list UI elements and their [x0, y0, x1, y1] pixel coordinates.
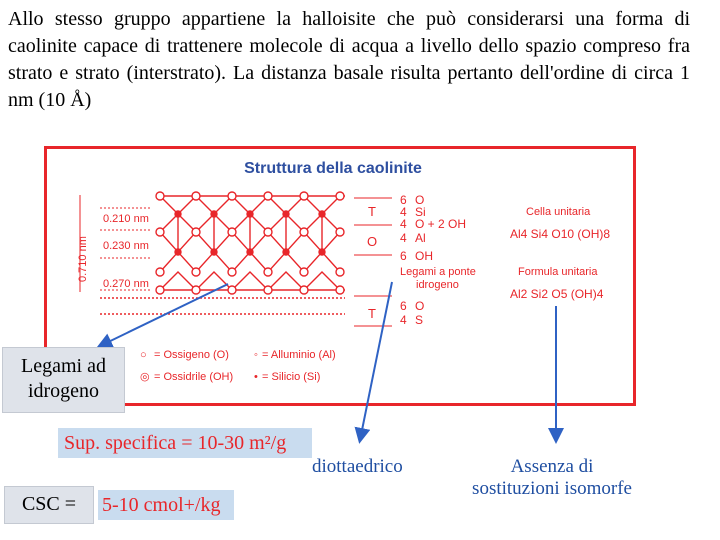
- svg-text:◎: ◎: [140, 371, 150, 383]
- arrow-to-diottaedrico: [360, 282, 392, 440]
- svg-text:= Alluminio (Al): = Alluminio (Al): [262, 349, 336, 361]
- hydrogen-bond-label-2: idrogeno: [416, 279, 459, 291]
- layer-t-bottom: T: [368, 306, 376, 321]
- cell-label: Cella unitaria: [526, 206, 591, 218]
- hydrogen-bonds-callout: Legami ad idrogeno: [2, 347, 125, 413]
- csc-value: 5-10 cmol+/kg: [98, 490, 234, 520]
- unit-formula-label: Formula unitaria: [518, 266, 598, 278]
- svg-text:◦: ◦: [254, 349, 258, 361]
- svg-text:= Ossidrile (OH): = Ossidrile (OH): [154, 371, 234, 383]
- arrow-to-legami: [100, 284, 228, 346]
- svg-text:O + 2 OH: O + 2 OH: [415, 217, 467, 231]
- unit-formula: Al2 Si2 O5 (OH)4: [510, 287, 604, 301]
- svg-text:6: 6: [400, 193, 407, 207]
- specific-surface-label: Sup. specifica = 10-30 m²/g: [58, 428, 312, 458]
- svg-text:4: 4: [400, 231, 407, 245]
- svg-text:6: 6: [400, 299, 407, 313]
- svg-text:Si: Si: [415, 205, 426, 219]
- svg-text:6: 6: [400, 249, 407, 263]
- distance-markers: [100, 208, 152, 290]
- svg-text:4: 4: [400, 205, 407, 219]
- svg-text:O: O: [415, 193, 425, 207]
- layer-o: O: [366, 234, 378, 249]
- distance-label-2: 0.230 nm: [103, 240, 149, 252]
- svg-text:○: ○: [140, 349, 147, 361]
- atom-lattice: [100, 192, 345, 314]
- intro-paragraph: Allo stesso gruppo appartiene la halloisite che può considerarsi una forma di caolinite capace di trattenere molecole di acqua a livello dello spazio compreso fra strato e strato (interstrato). La distanza basale risulta pertanto dell'ordine di circa 1 nm (10 Å): [8, 8, 690, 111]
- vertical-distance-label: 0.710 nm: [77, 236, 89, 282]
- distance-label-1: 0.210 nm: [103, 213, 149, 225]
- atom-legend: [140, 349, 336, 383]
- hydrogen-bond-label-1: Legami a ponte: [400, 266, 476, 278]
- diottaedrico-label: diottaedrico: [312, 456, 403, 477]
- svg-text:4: 4: [400, 313, 407, 327]
- svg-text:= Silicio (Si): = Silicio (Si): [262, 371, 321, 383]
- svg-text:OH: OH: [415, 249, 433, 263]
- svg-text:4: 4: [400, 217, 407, 231]
- csc-label: CSC =: [4, 486, 94, 524]
- isomorphic-substitution-label: Assenza di sostituzioni isomorfe: [472, 456, 632, 499]
- svg-text:Al: Al: [415, 231, 426, 245]
- layer-t-top: T: [368, 204, 376, 219]
- svg-text:S: S: [415, 313, 424, 327]
- composition-column: [400, 193, 466, 327]
- cell-formula: Al4 Si4 O10 (OH)8: [510, 227, 611, 241]
- svg-text:O: O: [415, 299, 425, 313]
- svg-text:•: •: [254, 371, 258, 383]
- figure-title: Struttura della caolinite: [244, 160, 422, 177]
- distance-label-3: 0.270 nm: [103, 278, 149, 290]
- svg-text:= Ossigeno (O): = Ossigeno (O): [154, 349, 229, 361]
